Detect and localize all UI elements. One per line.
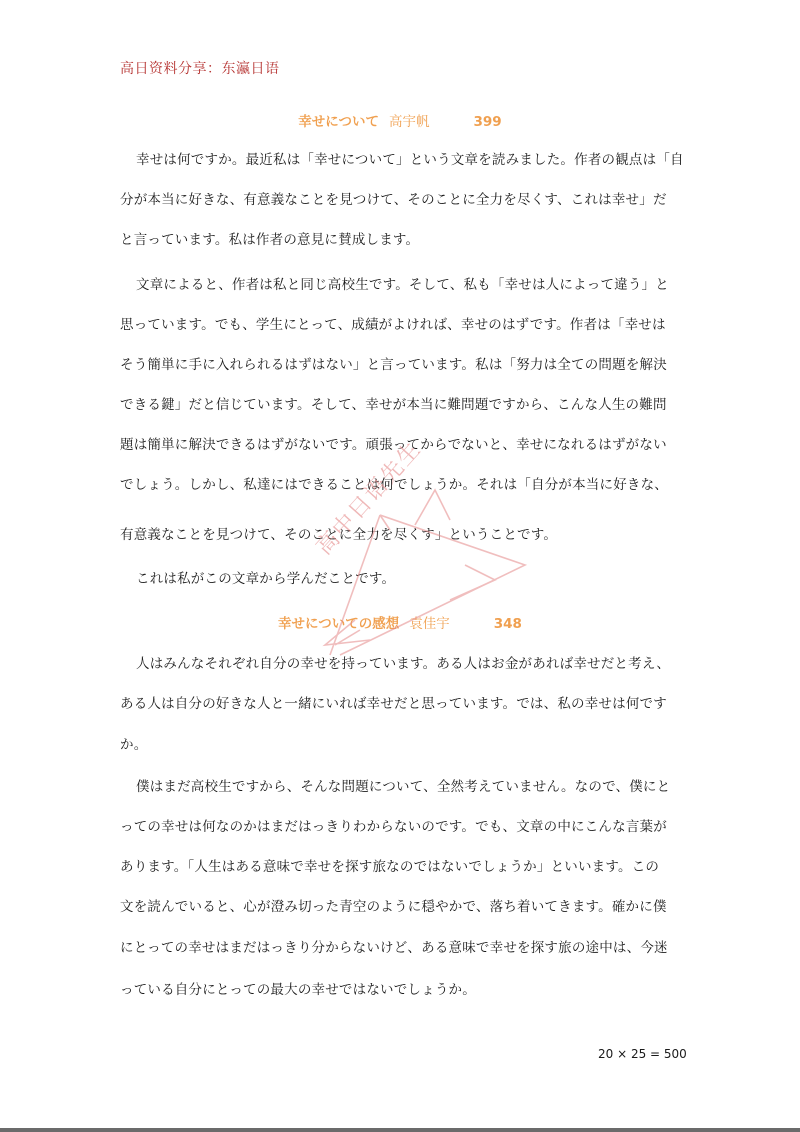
text-line: これは私がこの文章から学んだことです。 (136, 571, 396, 587)
char-count-formula: 20 × 25 = 500 (598, 1047, 687, 1061)
essay-title-1 (0, 110, 800, 130)
text-line: でしょう。しかし、私達にはできることは何でしょうか。それは「自分が本当に好きな、 (120, 477, 668, 493)
text-line: あります。「人生はある意味で幸せを探す旅なのではないでしょうか」といいます。この (120, 859, 660, 875)
text-line: っている自分にとっての最大の幸せではないでしょうか。 (120, 982, 476, 998)
text-line: 文を読んでいると、心が澄み切った青空のように穏やかで、落ち着いてきます。確かに僕 (120, 899, 667, 915)
text-line: 幸せは何ですか。最近私は「幸せについて」という文章を読みました。作者の観点は「自 (136, 152, 684, 168)
text-line: 分が本当に好きな、有意義なことを見つけて、そのことに全力を尽くす、これは幸せ」だ (120, 192, 667, 208)
text-line: っての幸せは何なのかはまだはっきりわからないのです。でも、文章の中にこんな言葉が (120, 819, 667, 835)
text-line: 題は簡単に解決できるはずがないです。頑張ってからでないと、幸せになれるはずがない (120, 437, 667, 453)
text-line: 僕はまだ高校生ですから、そんな問題について、全然考えていません。なので、僕にと (136, 779, 671, 795)
text-line: にとっての幸せはまだはっきり分からないけど、ある意味で幸せを探す旅の途中は、今迷 (120, 940, 668, 956)
essay-author: 高宇帆 (389, 114, 430, 130)
essay-title-text: 幸せについての感想 (278, 616, 400, 632)
text-line: できる鍵」だと信じています。そして、幸せが本当に難問題ですから、こんな人生の難問 (120, 397, 667, 413)
essay-title-2 (0, 612, 800, 632)
watermark-text: 高中日语先生 (311, 436, 427, 561)
essay-char-count: 399 (473, 114, 502, 130)
text-line: そう簡単に手に入れられるはずはない」と言っています。私は「努力は全ての問題を解決 (120, 357, 667, 373)
essay-title-text: 幸せについて (298, 114, 380, 130)
bottom-divider (0, 1128, 800, 1132)
text-line: 人はみんなそれぞれ自分の幸せを持っています。ある人はお金があれば幸せだと考え、 (136, 656, 671, 672)
essay-char-count: 348 (493, 616, 522, 632)
text-line: 有意義なことを見つけて、そのことに全力を尽くす」ということです。 (120, 527, 558, 543)
text-line: 文章によると、作者は私と同じ高校生です。そして、私も「幸せは人によって違う」と (136, 277, 669, 293)
essay-author: 袁佳宇 (409, 616, 450, 632)
text-line: か。 (120, 737, 148, 753)
text-line: 思っています。でも、学生にとって、成績がよければ、幸せのはずです。作者は「幸せは (120, 317, 666, 333)
text-line: と言っています。私は作者の意見に賛成します。 (120, 232, 420, 248)
site-header-label: 高日资料分享：东瀛日语 (120, 61, 280, 77)
text-line: ある人は自分の好きな人と一緒にいれば幸せだと思っています。では、私の幸せは何です (120, 696, 667, 712)
